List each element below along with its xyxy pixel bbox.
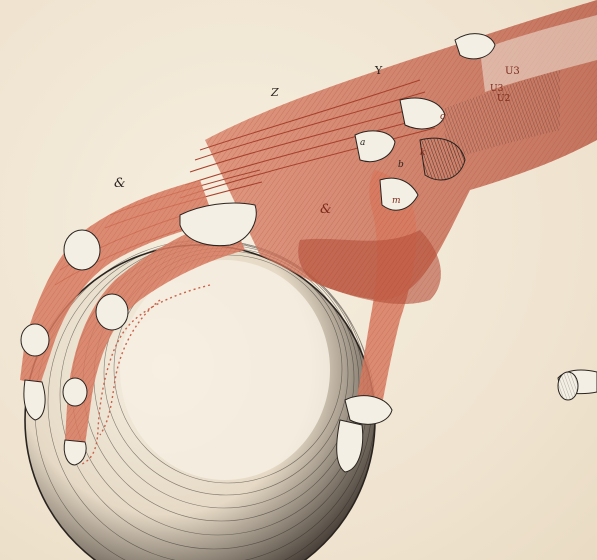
label-y: Y xyxy=(375,64,383,77)
label-m: m xyxy=(392,196,401,206)
detached-bone xyxy=(558,370,597,400)
label-k: k xyxy=(420,148,426,158)
label-ampersand-mid: & xyxy=(320,202,332,217)
label-b: b xyxy=(398,160,404,170)
label-ampersand-left: & xyxy=(114,176,126,191)
label-z: Z xyxy=(271,86,279,99)
label-a: a xyxy=(360,138,366,148)
label-o: o xyxy=(440,112,446,122)
label-u2: U2 xyxy=(497,94,511,104)
label-u3-lower: U3 xyxy=(490,84,504,94)
label-u3-top: U3 xyxy=(505,66,520,77)
